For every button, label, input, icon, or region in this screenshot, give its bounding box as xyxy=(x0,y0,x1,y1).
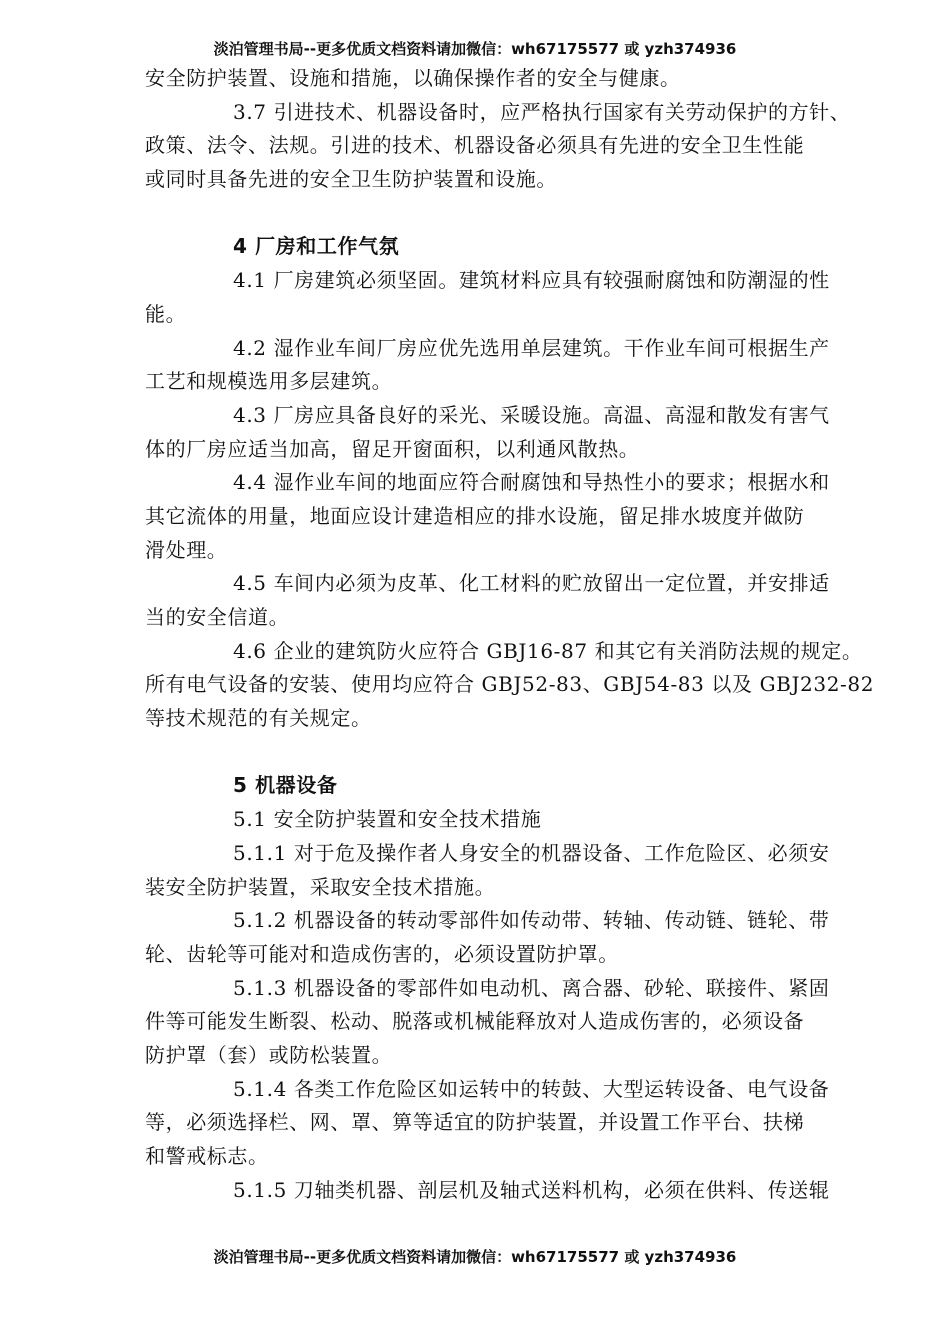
paragraph-line: 等，必须选择栏、网、罩、箅等适宜的防护装置，并设置工作平台、扶梯 xyxy=(145,1110,805,1135)
paragraph-line: 4.4 湿作业车间的地面应符合耐腐蚀和导热性小的要求；根据水和 xyxy=(233,470,830,495)
paragraph-line: 5.1.1 对于危及操作者人身安全的机器设备、工作危险区、必须安 xyxy=(233,840,830,865)
paragraph-line: 轮、齿轮等可能对和造成伤害的，必须设置防护罩。 xyxy=(145,941,619,966)
paragraph-line: 政策、法令、法规。引进的技术、机器设备必须具有先进的安全卫生性能 xyxy=(145,133,805,158)
paragraph-line: 等技术规范的有关规定。 xyxy=(145,706,372,731)
paragraph-line: 4.3 厂房应具备良好的采光、采暖设施。高温、高湿和散发有害气 xyxy=(233,402,830,427)
spacer xyxy=(145,197,885,231)
section-heading: 5 机器设备 xyxy=(233,773,338,798)
document-body xyxy=(145,62,885,1207)
section-heading: 4 厂房和工作气氛 xyxy=(233,234,400,259)
paragraph-line: 5.1 安全防护装置和安全技术措施 xyxy=(233,807,542,832)
paragraph-line: 当的安全信道。 xyxy=(145,605,290,629)
page-footer: 淡泊管理书局--更多优质文档资料请加微信：wh67175577 或 yzh374936 xyxy=(213,1248,737,1266)
paragraph-line: 滑处理。 xyxy=(145,537,228,562)
paragraph-line: 4.5 车间内必须为皮革、化工材料的贮放留出一定位置，并安排适 xyxy=(233,571,830,596)
paragraph-line: 3.7 引进技术、机器设备时，应严格执行国家有关劳动保护的方针、 xyxy=(233,99,851,124)
paragraph-line: 工艺和规模选用多层建筑。 xyxy=(145,369,393,394)
paragraph-line: 5.1.5 刀轴类机器、剖层机及轴式送料机构，必须在供料、传送辊 xyxy=(233,1177,830,1202)
paragraph-line: 体的厂房应适当加高，留足开窗面积，以利通风散热。 xyxy=(145,436,640,461)
paragraph-line: 和警戒标志。 xyxy=(145,1144,269,1168)
paragraph-line: 装安全防护装置，采取安全技术措施。 xyxy=(145,874,496,899)
paragraph-line: 安全防护装置、设施和措施，以确保操作者的安全与健康。 xyxy=(145,66,681,90)
paragraph-line: 5.1.4 各类工作危险区如运转中的转鼓、大型运转设备、电气设备 xyxy=(233,1076,830,1101)
paragraph-line: 件等可能发生断裂、松动、脱落或机械能释放对人造成伤害的，必须设备 xyxy=(145,1009,805,1034)
paragraph-line: 4.2 湿作业车间厂房应优先选用单层建筑。干作业车间可根据生产 xyxy=(233,335,830,360)
paragraph-line: 能。 xyxy=(145,301,187,326)
spacer xyxy=(145,736,885,770)
paragraph-line: 4.1 厂房建筑必须坚固。建筑材料应具有较强耐腐蚀和防潮湿的性 xyxy=(233,268,830,293)
paragraph-line: 防护罩（套）或防松装置。 xyxy=(145,1042,393,1067)
paragraph-line: 4.6 企业的建筑防火应符合 GBJ16-87 和其它有关消防法规的规定。 xyxy=(233,638,863,663)
paragraph-line: 其它流体的用量，地面应设计建造相应的排水设施，留足排水坡度并做防 xyxy=(145,503,805,528)
paragraph-line: 5.1.2 机器设备的转动零部件如传动带、转轴、传动链、链轮、带 xyxy=(233,908,830,933)
paragraph-line: 或同时具备先进的安全卫生防护装置和设施。 xyxy=(145,167,557,192)
paragraph-line: 所有电气设备的安装、使用均应符合 GBJ52-83、GBJ54-83 以及 GBJ232-82 xyxy=(145,672,875,697)
page-header: 淡泊管理书局--更多优质文档资料请加微信：wh67175577 或 yzh374936 xyxy=(213,40,737,58)
paragraph-line: 5.1.3 机器设备的零部件如电动机、离合器、砂轮、联接件、紧固 xyxy=(233,975,830,1000)
